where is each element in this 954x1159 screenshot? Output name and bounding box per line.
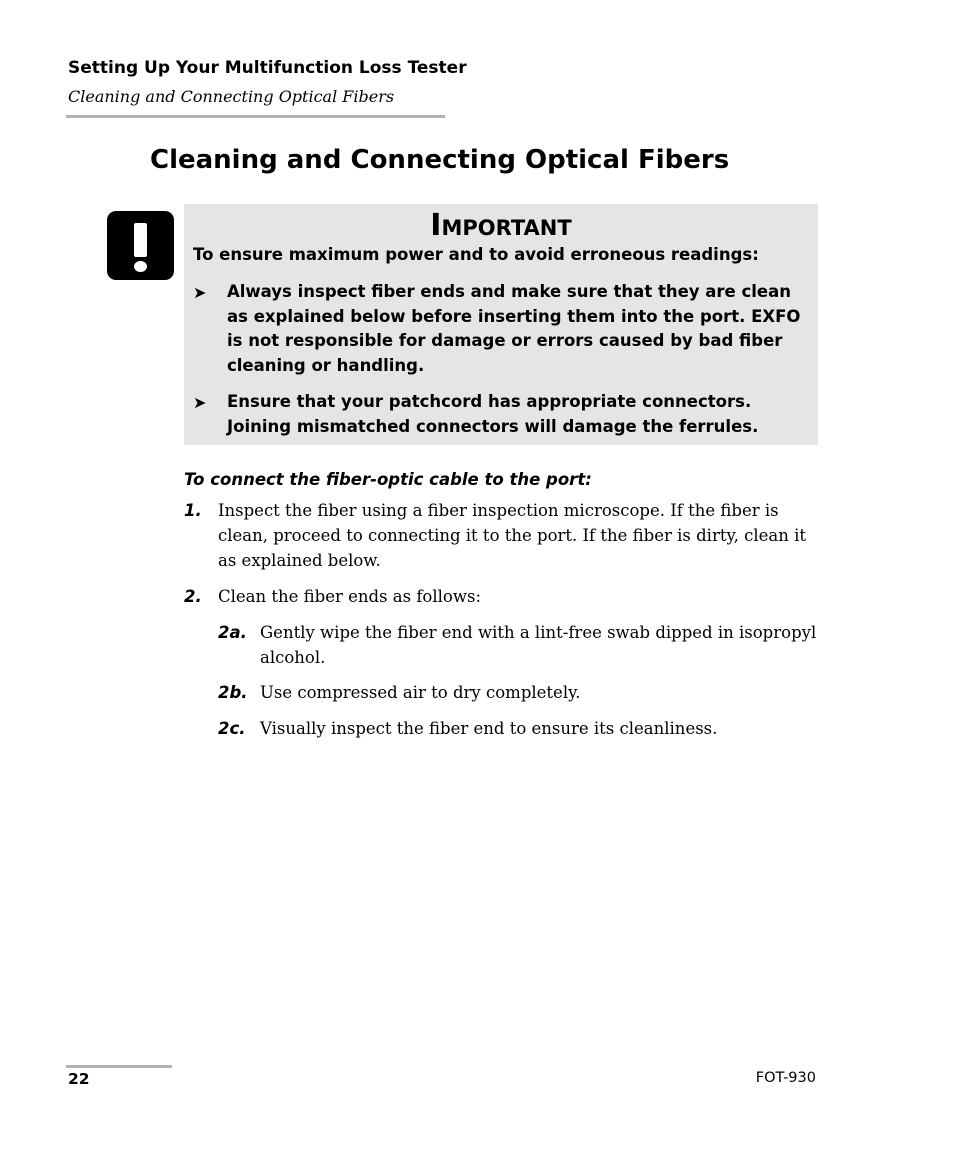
procedure-substep — [218, 716, 824, 741]
substep-text: Use compressed air to dry completely. — [260, 683, 581, 702]
substep-text: Gently wipe the fiber end with a lint-free swab dipped in isopropyl alcohol. — [260, 623, 817, 667]
procedure-title: To connect the fiber-optic cable to the port: — [184, 470, 592, 489]
arrow-bullet-icon: ➤ — [193, 283, 207, 302]
procedure-substep — [218, 680, 824, 705]
substep-number: 2a. — [218, 623, 247, 642]
important-intro: To ensure maximum power and to avoid erroneous readings: — [193, 245, 759, 264]
running-header-subtitle: Cleaning and Connecting Optical Fibers — [68, 87, 395, 106]
procedure-substep — [218, 620, 824, 670]
substep-text: Visually inspect the fiber end to ensure its cleanliness. — [260, 719, 718, 738]
page-number: 22 — [68, 1070, 90, 1088]
substep-number: 2c. — [218, 719, 246, 738]
procedure-step — [184, 498, 824, 573]
exclamation-dot — [134, 261, 147, 272]
running-header-title: Setting Up Your Multifunction Loss Tester — [68, 58, 467, 78]
document-code: FOT-930 — [755, 1070, 816, 1086]
step-number: 2. — [184, 587, 202, 606]
important-bullet-text: Always inspect fiber ends and make sure that they are clean as explained below before inserting them into the port. EXFO is not responsible for damage or errors caused by bad fiber cleaning or handling. — [227, 282, 801, 375]
substep-number: 2b. — [218, 683, 248, 702]
important-bullet — [193, 390, 808, 439]
section-title: Cleaning and Connecting Optical Fibers — [150, 145, 730, 175]
important-heading: Important — [430, 208, 572, 243]
important-bullet — [193, 280, 808, 378]
step-number: 1. — [184, 501, 202, 520]
important-notice — [184, 204, 818, 445]
exclamation-bar — [134, 223, 147, 257]
procedure-step — [184, 584, 824, 609]
arrow-bullet-icon: ➤ — [193, 393, 207, 412]
important-bullet-text: Ensure that your patchcord has appropriate connectors. Joining mismatched connectors will damage the ferrules. — [227, 392, 759, 436]
step-text: Inspect the fiber using a fiber inspection microscope. If the fiber is clean, proceed to connecting it to the port. If the fiber is dirty, clean it as explained below. — [218, 501, 806, 570]
exclamation-icon — [107, 211, 174, 280]
step-text: Clean the fiber ends as follows: — [218, 587, 482, 606]
footer-divider — [66, 1065, 172, 1068]
header-divider — [66, 115, 445, 118]
